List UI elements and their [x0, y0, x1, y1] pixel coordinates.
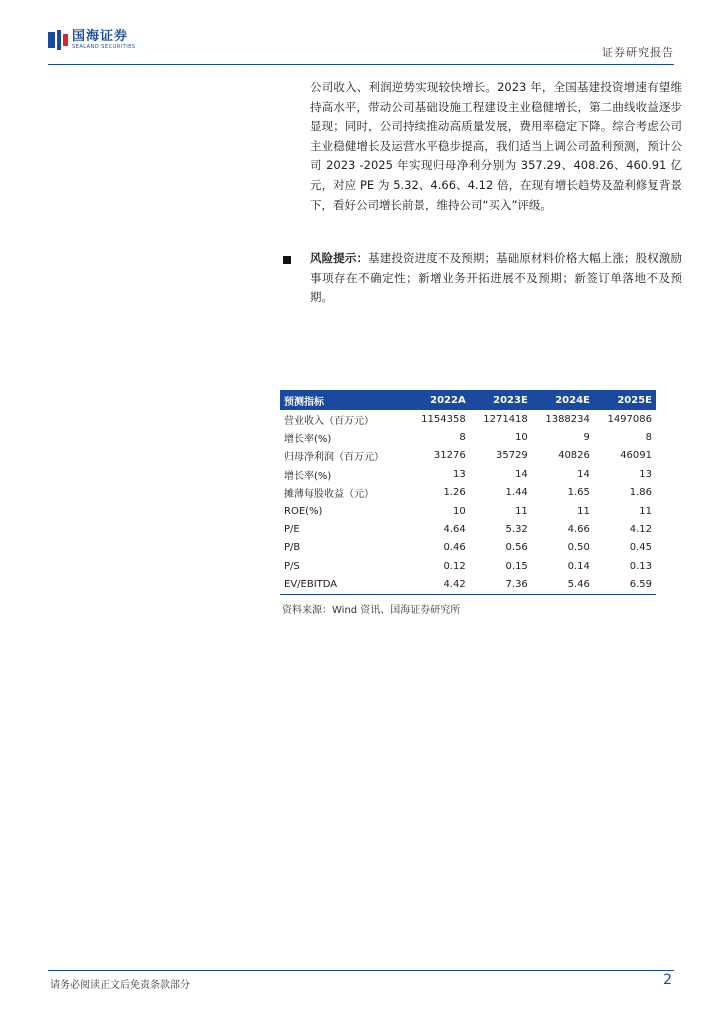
- table-cell: 10: [452, 505, 466, 517]
- table-source-note: 资料来源：Wind 资讯、国海证券研究所: [282, 605, 461, 616]
- table-cell: 5.32: [505, 524, 528, 536]
- table-row: [280, 557, 656, 575]
- table-header-row: [280, 390, 656, 410]
- table-cell: 归母净利润（百万元）: [284, 452, 384, 464]
- logo-mark-icon: [48, 30, 68, 50]
- page-number: 2: [663, 972, 672, 988]
- table-cell: 1.65: [567, 487, 590, 499]
- report-type-label: 证券研究报告: [602, 46, 674, 59]
- table-cell: 8: [459, 432, 466, 444]
- table-cell: 14: [515, 468, 528, 480]
- table-header-cell: 2025E: [594, 390, 656, 410]
- table-cell: 4.66: [567, 524, 590, 536]
- company-logo: [48, 30, 136, 50]
- table-cell: 0.14: [567, 560, 590, 572]
- table-cell: 0.45: [629, 542, 652, 554]
- table-cell: 5.46: [532, 576, 594, 595]
- table-cell: 11: [515, 505, 528, 517]
- table-cell: 1388234: [545, 413, 590, 425]
- table-cell: 1.26: [443, 487, 466, 499]
- risk-paragraph: [310, 249, 682, 308]
- risk-label: 风险提示：: [310, 251, 369, 265]
- table-cell: 13: [639, 468, 652, 480]
- table-cell: 0.15: [505, 560, 528, 572]
- table-row: [280, 539, 656, 557]
- summary-paragraph: 公司收入、利润逆势实现较快增长。2023 年，全国基建投资增速有望维持高水平，带动公司基础设施工程建设主业稳健增长，第二曲线收益逐步显现；同时，公司持续推动高质量发展，费用率稳定下降。综合考虑公司主业稳健增长及运营水平稳步提高，我们适当上调公司盈利预测，预计公司 2023 -2025 年实现归母净利分别为 357.29、408.26、460.91 亿元，对应 PE 为 5.32、4.66、4.12 倍，在现有增长趋势及盈利修复背景下，看好公司增长前景，维持公司“买入”评级。: [310, 80, 682, 212]
- table-cell: 6.59: [594, 576, 656, 595]
- table-cell: 0.46: [443, 542, 466, 554]
- forecast-table: [280, 390, 656, 595]
- table-header-cell: 2023E: [470, 390, 532, 410]
- table-cell: 40826: [558, 450, 590, 462]
- table-cell: P/E: [284, 524, 300, 536]
- table-cell: 摊薄每股收益（元）: [284, 489, 374, 501]
- table-cell: 1.86: [629, 487, 652, 499]
- footer-disclaimer: 请务必阅读正文后免责条款部分: [50, 980, 190, 991]
- footer-divider: [48, 970, 674, 971]
- table-cell: 增长率(%): [284, 470, 332, 482]
- table-row: [280, 410, 656, 428]
- risk-text: 基建投资进度不及预期；基础原材料价格大幅上涨；股权激励事项存在不确定性；新增业务开拓进展不及预期；新签订单落地不及预期。: [310, 251, 683, 305]
- table-row: [280, 520, 656, 538]
- table-cell: 0.12: [443, 560, 466, 572]
- table-cell: P/B: [284, 542, 301, 554]
- table-row: [280, 484, 656, 502]
- table-cell: 1.44: [505, 487, 528, 499]
- logo-name-en: SEALAND SECURITIES: [72, 44, 136, 50]
- table-cell: 1154358: [421, 413, 466, 425]
- table-cell: 4.42: [408, 576, 470, 595]
- table-cell: 4.12: [629, 524, 652, 536]
- table-cell: 营业收入（百万元）: [284, 415, 374, 427]
- table-row: [280, 502, 656, 520]
- table-cell: 1497086: [607, 413, 652, 425]
- table-cell: P/S: [284, 560, 300, 572]
- logo-name-cn: 国海证券: [72, 29, 129, 44]
- table-cell: 增长率(%): [284, 434, 332, 446]
- table-cell: 11: [577, 505, 590, 517]
- table-cell: 35729: [495, 450, 528, 462]
- table-cell: 11: [639, 505, 652, 517]
- table-header-cell: 2022A: [408, 390, 470, 410]
- table-cell: 0.13: [629, 560, 652, 572]
- table-cell: 10: [515, 432, 528, 444]
- table-cell: EV/EBITDA: [280, 576, 408, 595]
- table-cell: 46091: [620, 450, 652, 462]
- table-cell: 14: [577, 468, 590, 480]
- table-cell: 7.36: [470, 576, 532, 595]
- table-row: [280, 428, 656, 446]
- table-cell: ROE(%): [284, 505, 323, 517]
- table-header-cell: 预测指标: [280, 390, 408, 410]
- table-cell: 8: [645, 432, 652, 444]
- table-cell: 1271418: [483, 413, 528, 425]
- bullet-square-icon: [283, 256, 291, 264]
- header-divider: [48, 64, 674, 65]
- table-row: [280, 465, 656, 483]
- page-header: [48, 30, 674, 64]
- table-cell: 4.64: [443, 524, 466, 536]
- table-cell: 0.50: [567, 542, 590, 554]
- table-row: [280, 447, 656, 465]
- table-header-cell: 2024E: [532, 390, 594, 410]
- table-cell: 13: [452, 468, 466, 480]
- table-cell: 0.56: [505, 542, 528, 554]
- table-cell: 31276: [433, 450, 466, 462]
- table-row: [280, 576, 656, 595]
- table-cell: 9: [583, 432, 590, 444]
